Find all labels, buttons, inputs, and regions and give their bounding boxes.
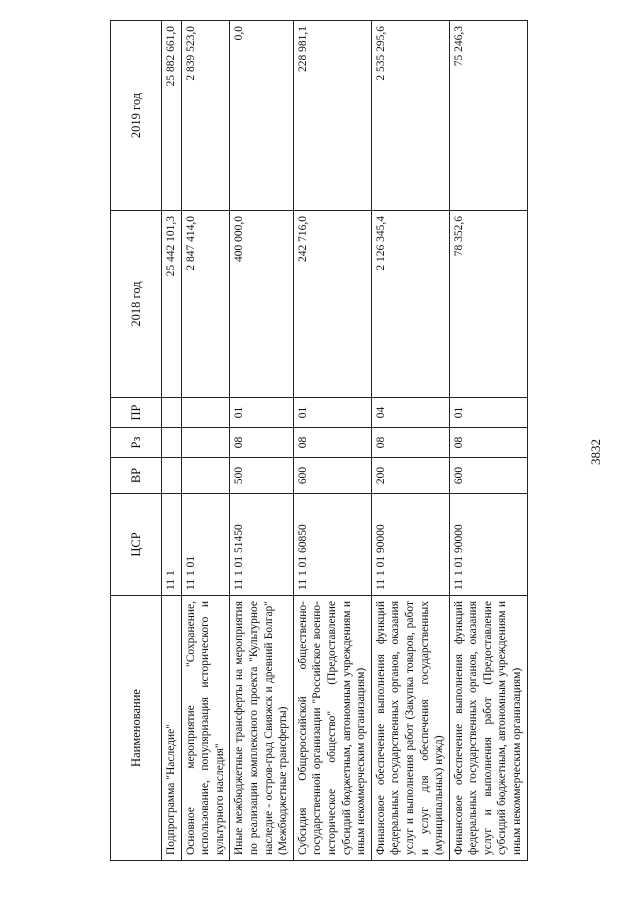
row-2019: 0,0 (230, 21, 293, 211)
row-csr: 11 1 01 90000 (449, 494, 527, 596)
row-2018: 242 716,0 (293, 211, 371, 398)
col-header-2018: 2018 год (111, 211, 162, 398)
row-2019: 2 839 523,0 (181, 21, 230, 211)
page-number: 3832 (588, 439, 603, 465)
row-2018: 78 352,6 (449, 211, 527, 398)
row-name: Субсидия Общероссийской общественно-государственной организации "Российское военно-историческое общество" (Предоставление субсидий бюджетным, автономным учреждениям и иным некоммерческим организациям) (293, 596, 371, 861)
row-2018: 2 847 414,0 (181, 211, 230, 398)
row-2018: 25 442 101,3 (162, 211, 182, 398)
row-name: Иные межбюджетные трансферты на мероприятия по реализации комплексного проекта "Культурное наследие - остров-град Свияжск и древний Болгар" (Межбюджетные трансферты) (230, 596, 293, 861)
row-pr: 01 (293, 398, 371, 428)
row-pr (162, 398, 182, 428)
row-csr: 11 1 01 60850 (293, 494, 371, 596)
row-2019: 75 246,3 (449, 21, 527, 211)
col-header-csr: ЦСР (111, 494, 162, 596)
row-rz: 08 (293, 428, 371, 458)
col-header-rz: Рз (111, 428, 162, 458)
row-rz: 08 (230, 428, 293, 458)
row-pr: 01 (230, 398, 293, 428)
table-header-row (111, 21, 162, 861)
row-pr: 04 (371, 398, 449, 428)
row-2018: 400 000,0 (230, 211, 293, 398)
col-header-pr: ПР (111, 398, 162, 428)
row-vr (181, 458, 230, 494)
row-csr: 11 1 01 90000 (371, 494, 449, 596)
col-header-vr: ВР (111, 458, 162, 494)
table-row (230, 21, 293, 861)
table-row (371, 21, 449, 861)
row-rz (162, 428, 182, 458)
table-row (293, 21, 371, 861)
row-name: Подпрограмма "Наследие" (162, 596, 182, 861)
row-csr: 11 1 (162, 494, 182, 596)
row-vr: 600 (293, 458, 371, 494)
row-name: Финансовое обеспечение выполнения функций федеральных государственных органов, оказания услуг и выполнения работ (Предоставление субсидий бюджетным, автономным учреждениям и иным некоммерческим организациям) (449, 596, 527, 861)
row-vr (162, 458, 182, 494)
col-header-name: Наименование (111, 596, 162, 861)
row-csr: 11 1 01 51450 (230, 494, 293, 596)
row-rz: 08 (449, 428, 527, 458)
row-csr: 11 1 01 (181, 494, 230, 596)
row-2018: 2 126 345,4 (371, 211, 449, 398)
row-vr: 200 (371, 458, 449, 494)
table-row (181, 21, 230, 861)
col-header-2019: 2019 год (111, 21, 162, 211)
table-row (162, 21, 182, 861)
budget-table (110, 20, 528, 861)
row-vr: 600 (449, 458, 527, 494)
table-row (449, 21, 527, 861)
row-pr (181, 398, 230, 428)
row-rz: 08 (371, 428, 449, 458)
row-2019: 2 535 295,6 (371, 21, 449, 211)
row-2019: 25 882 661,0 (162, 21, 182, 211)
row-pr: 01 (449, 398, 527, 428)
row-vr: 500 (230, 458, 293, 494)
row-name: Основное мероприятие "Сохранение, использование, популяризация исторического и культурного наследия" (181, 596, 230, 861)
row-name: Финансовое обеспечение выполнения функций федеральных государственных органов, оказания услуг и выполнения работ (Закупка товаров, работ и услуг для обеспечения государственных (муниципальных) нужд) (371, 596, 449, 861)
row-rz (181, 428, 230, 458)
row-2019: 228 981,1 (293, 21, 371, 211)
